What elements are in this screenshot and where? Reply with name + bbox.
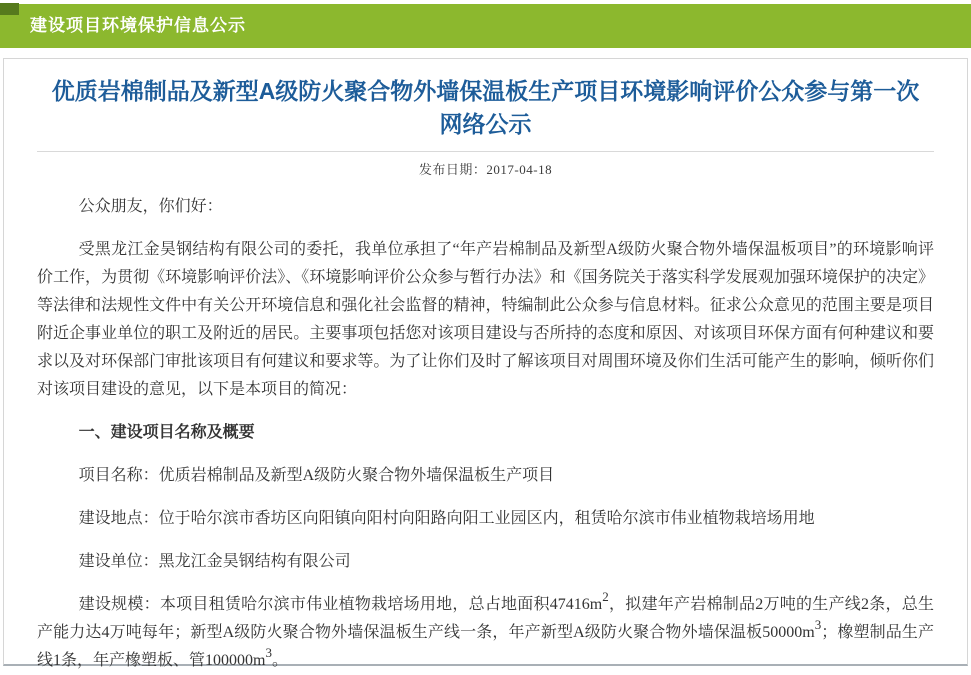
greeting-paragraph: 公众朋友，你们好： (78, 198, 223, 215)
builder-paragraph: 建设单位：黑龙江金昊钢结构有限公司 (78, 553, 351, 570)
scale-superscript-2: 3 (814, 616, 822, 632)
scale-text-1: 建设规模：本项目租赁哈尔滨市伟业植物栽培场用地，总占地面积47416m (78, 596, 603, 613)
scale-text-3: ；橡塑制品生产线1条，年产橡塑板、管100000m (37, 624, 934, 669)
scale-text-4: 。 (271, 652, 288, 669)
article-body (37, 193, 934, 675)
page-header-title: 建设项目环境保护信息公示 (30, 16, 246, 35)
article-title: 优质岩棉制品及新型A级防火聚合物外墙保温板生产项目环境影响评价公众参与第一次网络公示 (51, 78, 920, 137)
scale-superscript-3: 3 (265, 644, 272, 660)
project-name-paragraph: 项目名称：优质岩棉制品及新型A级防火聚合物外墙保温板生产项目 (78, 467, 555, 484)
page-header-bar (0, 4, 971, 48)
intro-paragraph: 受黑龙江金昊钢结构有限公司的委托，我单位承担了“年产岩棉制品及新型A级防火聚合物外墙保温板项目”的环境影响评价工作，为贯彻《环境影响评价法》、《环境影响评价公众参与暂行办法》和《国务院关于落实科学发展观加强环境保护的决定》等法律和法规性文件中有关公开环境信息和强化社会监督的精神，特编制此公众参与信息材料。征求公众意见的范围主要是项目附近企事业单位的职工及附近的居民。主要事项包括您对该项目建设与否所持的态度和原因、对该项目环保方面有何种建议和要求以及对环保部门审批该项目有何建议和要求等。为了让你们及时了解该项目对周围环境及你们生活可能产生的影响，倾听你们对该项目建设的意见，以下是本项目的简况： (37, 241, 934, 398)
scale-superscript-1: 2 (602, 588, 609, 604)
publish-date: 发布日期：2017-04-18 (418, 162, 553, 177)
title-divider (37, 151, 934, 152)
location-paragraph: 建设地点：位于哈尔滨市香坊区向阳镇向阳村向阳路向阳工业园区内，租赁哈尔滨市伟业植物栽培场用地 (78, 510, 815, 527)
header-accent-square (0, 3, 19, 15)
section-heading: 一、建设项目名称及概要 (78, 424, 255, 441)
article-container (3, 58, 968, 669)
scale-text-2: ，拟建年产岩棉制品2万吨的生产线2条，总生产能力达4万吨每年；新型A级防火聚合物外墙保温板生产线一条，年产新型A级防火聚合物外墙保温板50000m (37, 596, 934, 641)
scale-paragraph (37, 588, 934, 675)
